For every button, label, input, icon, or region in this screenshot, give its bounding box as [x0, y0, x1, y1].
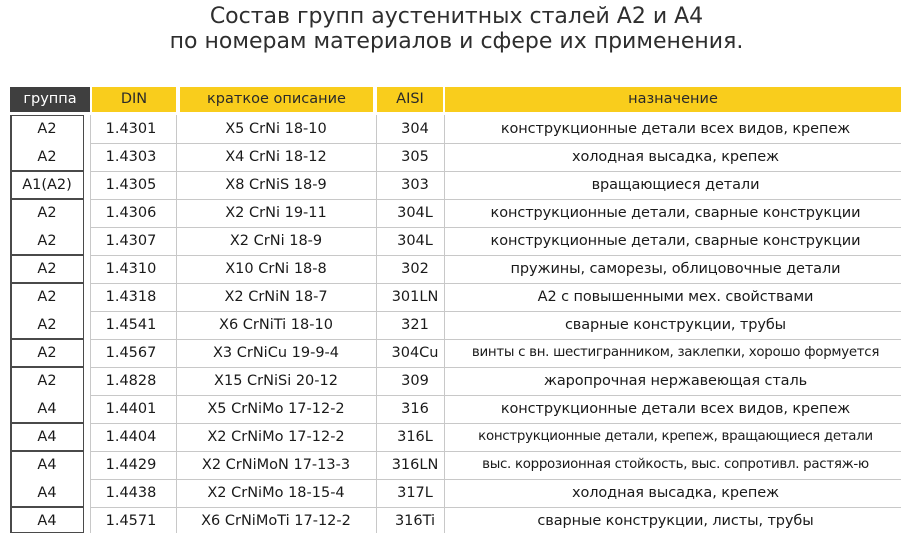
cell-din: 1.4541	[105, 317, 157, 333]
cell-desc: X2 CrNiMoN 17-13-3	[201, 457, 351, 473]
cell-aisi: 316L	[397, 429, 433, 445]
cell-desc: X2 CrNiMo 18-15-4	[207, 485, 345, 501]
cell-aisi: 316LN	[391, 457, 439, 473]
cell-aisi: 317L	[397, 485, 433, 501]
table-row	[10, 227, 901, 255]
cell-desc: X4 CrNi 18-12	[225, 149, 327, 165]
table-row	[10, 339, 901, 367]
cell-aisi: 304L	[397, 205, 433, 221]
table-row	[10, 479, 901, 507]
cell-din: 1.4438	[105, 485, 157, 501]
cell-desc: X3 CrNiCu 19-9-4	[212, 345, 340, 361]
cell-group: A4	[37, 457, 57, 473]
title-line-1: Состав групп аустенитных сталей А2 и А4	[209, 4, 704, 29]
cell-use: холодная высадка, крепеж	[571, 485, 779, 501]
header-aisi: AISI	[377, 87, 443, 112]
cell-aisi: 316	[401, 401, 429, 417]
cell-use: конструкционные детали, крепеж, вращающиеся детали	[478, 429, 873, 444]
cell-use: сварные конструкции, трубы	[564, 317, 787, 333]
header-group: группа	[10, 87, 90, 112]
cell-group: A4	[37, 513, 57, 529]
table-row	[10, 311, 901, 339]
cell-group: A2	[37, 317, 57, 333]
cell-din: 1.4404	[105, 429, 157, 445]
page-title	[0, 4, 913, 54]
table-row	[10, 395, 901, 423]
cell-group: A2	[37, 233, 57, 249]
table-row	[10, 255, 901, 283]
cell-aisi: 304	[401, 121, 429, 137]
cell-din: 1.4307	[105, 233, 157, 249]
steel-table	[10, 115, 901, 533]
cell-group: A2	[37, 345, 57, 361]
cell-group: A4	[37, 401, 57, 417]
cell-desc: X2 CrNi 18-9	[229, 233, 323, 249]
cell-use: конструкционные детали всех видов, крепеж	[500, 401, 851, 417]
cell-din: 1.4306	[105, 205, 157, 221]
header-desc: краткое описание	[180, 87, 373, 112]
table-row	[10, 115, 901, 143]
table-row	[10, 283, 901, 311]
cell-use: А2 с повышенными мех. свойствами	[537, 289, 814, 305]
cell-group: A2	[37, 121, 57, 137]
cell-group: A4	[37, 485, 57, 501]
cell-desc: X10 CrNi 18-8	[225, 261, 327, 277]
cell-din: 1.4571	[105, 513, 157, 529]
cell-aisi: 321	[401, 317, 429, 333]
cell-use: жаропрочная нержавеющая сталь	[543, 373, 808, 389]
table-row	[10, 423, 901, 451]
cell-din: 1.4318	[105, 289, 157, 305]
cell-din: 1.4310	[105, 261, 157, 277]
cell-group: A2	[37, 261, 57, 277]
table-row	[10, 367, 901, 395]
cell-group: A2	[37, 149, 57, 165]
cell-use: сварные конструкции, листы, трубы	[537, 513, 814, 529]
cell-din: 1.4567	[105, 345, 157, 361]
cell-desc: X2 CrNi 19-11	[225, 205, 327, 221]
cell-use: пружины, саморезы, облицовочные детали	[510, 261, 841, 277]
cell-din: 1.4429	[105, 457, 157, 473]
cell-use: выс. коррозионная стойкость, выс. сопротивл. растяж-ю	[482, 457, 869, 472]
cell-aisi: 302	[401, 261, 429, 277]
cell-use: вращающиеся детали	[591, 177, 760, 193]
cell-use: конструкционные детали, сварные конструкции	[490, 233, 861, 249]
table-row	[10, 171, 901, 199]
table-row	[10, 451, 901, 479]
table-row	[10, 199, 901, 227]
table-row	[10, 143, 901, 171]
cell-group: A2	[37, 289, 57, 305]
cell-din: 1.4401	[105, 401, 157, 417]
cell-desc: X6 CrNiMoTi 17-12-2	[201, 513, 351, 529]
cell-din: 1.4303	[105, 149, 157, 165]
cell-din: 1.4301	[105, 121, 157, 137]
cell-group: A4	[37, 429, 57, 445]
cell-group: A2	[37, 205, 57, 221]
cell-desc: X2 CrNiN 18-7	[224, 289, 328, 305]
cell-aisi: 303	[401, 177, 429, 193]
cell-aisi: 304Cu	[391, 345, 439, 361]
cell-desc: X5 CrNiMo 17-12-2	[207, 401, 345, 417]
cell-use: конструкционные детали, сварные конструкции	[490, 205, 861, 221]
cell-desc: X6 CrNiTi 18-10	[219, 317, 333, 333]
cell-din: 1.4828	[105, 373, 157, 389]
cell-aisi: 309	[401, 373, 429, 389]
cell-desc: X8 CrNiS 18-9	[225, 177, 327, 193]
cell-use: холодная высадка, крепеж	[571, 149, 779, 165]
header-use: назначение	[445, 87, 901, 112]
cell-aisi: 305	[401, 149, 429, 165]
header-din: DIN	[92, 87, 176, 112]
cell-group: A2	[37, 373, 57, 389]
cell-desc: X5 CrNi 18-10	[225, 121, 327, 137]
cell-aisi: 304L	[397, 233, 433, 249]
title-line-2: по номерам материалов и сфере их применения.	[169, 29, 744, 54]
cell-use: винты с вн. шестигранником, заклепки, хорошо формуется	[471, 345, 880, 360]
cell-group: A1(A2)	[22, 177, 72, 193]
cell-din: 1.4305	[105, 177, 157, 193]
cell-desc: X15 CrNiSi 20-12	[214, 373, 338, 389]
cell-aisi: 301LN	[391, 289, 439, 305]
cell-desc: X2 CrNiMo 17-12-2	[207, 429, 345, 445]
cell-use: конструкционные детали всех видов, крепеж	[500, 121, 851, 137]
table-row	[10, 507, 901, 535]
cell-aisi: 316Ti	[394, 513, 436, 529]
